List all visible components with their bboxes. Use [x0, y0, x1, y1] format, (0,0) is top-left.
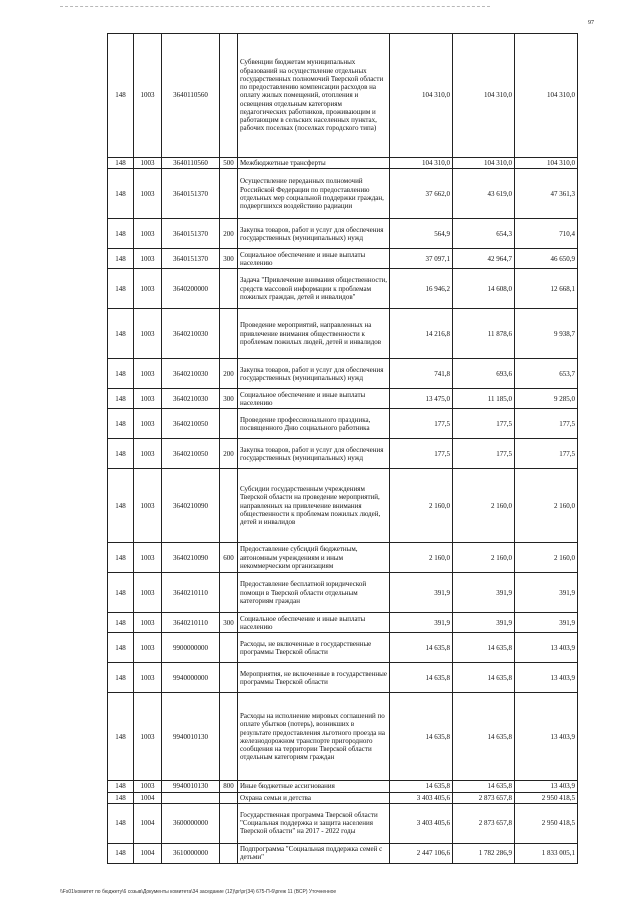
target-article-cell: 3600000000	[162, 803, 220, 843]
section-code-cell: 1003	[134, 158, 162, 169]
section-code-cell: 1004	[134, 792, 162, 803]
description-cell: Субсидии государственным учреждениям Тверской области на проведение мероприятий, направленных на привлечение внимания общественности к проблемам пожилых людей, детей и инвалидов	[238, 469, 390, 543]
amount-year2-cell: 2 160,0	[453, 469, 515, 543]
description-cell: Предоставление бесплатной юридической помощи в Тверской области отдельным категориям граждан	[238, 573, 390, 613]
amount-year2-cell: 42 964,7	[453, 249, 515, 269]
description-cell: Социальное обеспечение и иные выплаты населению	[238, 249, 390, 269]
amount-year1-cell: 14 216,8	[390, 309, 453, 359]
amount-year2-cell: 2 873 657,8	[453, 792, 515, 803]
expense-type-cell: 200	[220, 219, 238, 249]
description-cell: Осуществление переданных полномочий Российской Федерации по предоставлению отдельных мер социальной поддержки граждан, подвергшихся воздействию радиации	[238, 169, 390, 219]
admin-code-cell: 148	[108, 359, 134, 389]
expense-type-cell	[220, 573, 238, 613]
admin-code-cell: 148	[108, 249, 134, 269]
target-article-cell	[162, 792, 220, 803]
section-code-cell: 1003	[134, 219, 162, 249]
section-code-cell: 1004	[134, 843, 162, 863]
admin-code-cell: 148	[108, 792, 134, 803]
target-article-cell: 3640210090	[162, 543, 220, 573]
admin-code-cell: 148	[108, 781, 134, 792]
expense-type-cell	[220, 843, 238, 863]
amount-year2-cell: 43 619,0	[453, 169, 515, 219]
target-article-cell: 3640210050	[162, 439, 220, 469]
admin-code-cell: 148	[108, 633, 134, 663]
table-row	[108, 792, 578, 803]
description-cell: Иные бюджетные ассигнования	[238, 781, 390, 792]
amount-year3-cell: 2 160,0	[515, 543, 578, 573]
amount-year3-cell: 710,4	[515, 219, 578, 249]
amount-year1-cell: 3 403 405,6	[390, 792, 453, 803]
amount-year2-cell: 11 185,0	[453, 389, 515, 409]
admin-code-cell: 148	[108, 843, 134, 863]
admin-code-cell: 148	[108, 663, 134, 693]
table-row	[108, 843, 578, 863]
section-code-cell: 1003	[134, 781, 162, 792]
amount-year2-cell: 104 310,0	[453, 158, 515, 169]
expense-type-cell	[220, 34, 238, 158]
target-article-cell: 3640151370	[162, 219, 220, 249]
amount-year3-cell: 13 403,9	[515, 781, 578, 792]
amount-year3-cell: 13 403,9	[515, 693, 578, 781]
table-row	[108, 439, 578, 469]
admin-code-cell: 148	[108, 693, 134, 781]
amount-year3-cell: 177,5	[515, 439, 578, 469]
page-number: 97	[588, 20, 594, 26]
amount-year1-cell: 37 097,1	[390, 249, 453, 269]
amount-year3-cell: 104 310,0	[515, 158, 578, 169]
amount-year3-cell: 13 403,9	[515, 663, 578, 693]
target-article-cell: 3610000000	[162, 843, 220, 863]
file-path-footer: \\Fs01\комитет по бюджету\6 созыв\Документы комитета\34 заседание (12)\pr\pr(34) 675-П-6\ргеж 11 (ВСР) Уточненное	[60, 889, 337, 895]
table-row	[108, 219, 578, 249]
amount-year1-cell: 13 475,0	[390, 389, 453, 409]
expense-type-cell: 800	[220, 781, 238, 792]
description-cell: Закупка товаров, работ и услуг для обеспечения государственных (муниципальных) нужд	[238, 219, 390, 249]
expense-type-cell	[220, 693, 238, 781]
admin-code-cell: 148	[108, 169, 134, 219]
target-article-cell: 3640210110	[162, 613, 220, 633]
budget-table	[107, 33, 578, 864]
expense-type-cell	[220, 469, 238, 543]
table-row	[108, 34, 578, 158]
admin-code-cell: 148	[108, 409, 134, 439]
description-cell: Закупка товаров, работ и услуг для обеспечения государственных (муниципальных) нужд	[238, 359, 390, 389]
description-cell: Расходы на исполнение мировых соглашений по оплате убытков (потерь), возникших в результате предоставления льготного проезда на железнодорожном транспорте пригородного сообщения на территории Тверской области отдельным категориям граждан	[238, 693, 390, 781]
amount-year2-cell: 14 635,8	[453, 663, 515, 693]
target-article-cell: 3640210030	[162, 309, 220, 359]
amount-year1-cell: 2 160,0	[390, 469, 453, 543]
amount-year2-cell: 693,6	[453, 359, 515, 389]
amount-year3-cell: 47 361,3	[515, 169, 578, 219]
table-row	[108, 693, 578, 781]
description-cell: Закупка товаров, работ и услуг для обеспечения государственных (муниципальных) нужд	[238, 439, 390, 469]
expense-type-cell	[220, 803, 238, 843]
section-code-cell: 1004	[134, 803, 162, 843]
target-article-cell: 3640210030	[162, 389, 220, 409]
amount-year2-cell: 2 160,0	[453, 543, 515, 573]
target-article-cell: 3640210030	[162, 359, 220, 389]
table-row	[108, 158, 578, 169]
admin-code-cell: 148	[108, 389, 134, 409]
description-cell: Субвенции бюджетам муниципальных образований на осуществление отдельных государственных полномочий Тверской области по предоставлению компенсации расходов на оплату жилых помещений, отопления и освещения отдельным категориям педагогических работников, проживающим и работающим в сельских населенных пунктах, рабочих поселках (поселках городского типа)	[238, 34, 390, 158]
target-article-cell: 9940000000	[162, 663, 220, 693]
admin-code-cell: 148	[108, 439, 134, 469]
section-code-cell: 1003	[134, 663, 162, 693]
amount-year1-cell: 14 635,8	[390, 693, 453, 781]
amount-year1-cell: 37 662,0	[390, 169, 453, 219]
table-row	[108, 613, 578, 633]
target-article-cell: 9940010130	[162, 781, 220, 792]
amount-year3-cell: 46 650,9	[515, 249, 578, 269]
expense-type-cell: 600	[220, 543, 238, 573]
amount-year3-cell: 13 403,9	[515, 633, 578, 663]
target-article-cell: 3640210110	[162, 573, 220, 613]
amount-year1-cell: 16 946,2	[390, 269, 453, 309]
target-article-cell: 3640110560	[162, 158, 220, 169]
table-row	[108, 169, 578, 219]
amount-year2-cell: 14 635,8	[453, 781, 515, 792]
section-code-cell: 1003	[134, 613, 162, 633]
target-article-cell: 3640151370	[162, 169, 220, 219]
expense-type-cell: 300	[220, 249, 238, 269]
amount-year2-cell: 177,5	[453, 409, 515, 439]
expense-type-cell	[220, 633, 238, 663]
description-cell: Предоставление субсидий бюджетным, автономным учреждениям и иным некоммерческим организациям	[238, 543, 390, 573]
amount-year1-cell: 104 310,0	[390, 34, 453, 158]
table-row	[108, 389, 578, 409]
amount-year2-cell: 14 608,0	[453, 269, 515, 309]
amount-year1-cell: 2 160,0	[390, 543, 453, 573]
admin-code-cell: 148	[108, 34, 134, 158]
table-row	[108, 359, 578, 389]
section-code-cell: 1003	[134, 409, 162, 439]
top-scan-rule	[60, 6, 490, 7]
table-row	[108, 409, 578, 439]
amount-year3-cell: 12 668,1	[515, 269, 578, 309]
section-code-cell: 1003	[134, 269, 162, 309]
amount-year2-cell: 104 310,0	[453, 34, 515, 158]
amount-year1-cell: 3 403 405,6	[390, 803, 453, 843]
amount-year3-cell: 104 310,0	[515, 34, 578, 158]
admin-code-cell: 148	[108, 469, 134, 543]
table-row	[108, 469, 578, 543]
table-row	[108, 663, 578, 693]
expense-type-cell	[220, 663, 238, 693]
expense-type-cell	[220, 269, 238, 309]
expense-type-cell: 300	[220, 613, 238, 633]
description-cell: Подпрограмма "Социальная поддержка семей с детьми"	[238, 843, 390, 863]
amount-year1-cell: 104 310,0	[390, 158, 453, 169]
section-code-cell: 1003	[134, 633, 162, 663]
section-code-cell: 1003	[134, 34, 162, 158]
description-cell: Задача "Привлечение внимания общественности, средств массовой информации к проблемам пожилых граждан, детей и инвалидов"	[238, 269, 390, 309]
amount-year1-cell: 14 635,8	[390, 781, 453, 792]
amount-year2-cell: 2 873 657,8	[453, 803, 515, 843]
amount-year3-cell: 177,5	[515, 409, 578, 439]
amount-year2-cell: 14 635,8	[453, 633, 515, 663]
section-code-cell: 1003	[134, 693, 162, 781]
description-cell: Мероприятия, не включенные в государственные программы Тверской области	[238, 663, 390, 693]
amount-year1-cell: 14 635,8	[390, 633, 453, 663]
table-row	[108, 781, 578, 792]
amount-year3-cell: 2 160,0	[515, 469, 578, 543]
description-cell: Межбюджетные трансферты	[238, 158, 390, 169]
table-row	[108, 249, 578, 269]
expense-type-cell	[220, 792, 238, 803]
amount-year1-cell: 14 635,8	[390, 663, 453, 693]
expense-type-cell: 300	[220, 389, 238, 409]
amount-year3-cell: 9 285,0	[515, 389, 578, 409]
table-row	[108, 309, 578, 359]
amount-year3-cell: 2 950 418,5	[515, 803, 578, 843]
target-article-cell: 3640210090	[162, 469, 220, 543]
amount-year2-cell: 654,3	[453, 219, 515, 249]
target-article-cell: 3640200000	[162, 269, 220, 309]
amount-year1-cell: 2 447 106,6	[390, 843, 453, 863]
expense-type-cell	[220, 409, 238, 439]
expense-type-cell: 500	[220, 158, 238, 169]
section-code-cell: 1003	[134, 359, 162, 389]
amount-year1-cell: 391,9	[390, 573, 453, 613]
description-cell: Охрана семьи и детства	[238, 792, 390, 803]
target-article-cell: 3640110560	[162, 34, 220, 158]
expense-type-cell	[220, 309, 238, 359]
section-code-cell: 1003	[134, 543, 162, 573]
admin-code-cell: 148	[108, 309, 134, 359]
description-cell: Проведение мероприятий, направленных на привлечение внимания общественности к проблемам пожилых людей, детей и инвалидов	[238, 309, 390, 359]
admin-code-cell: 148	[108, 219, 134, 249]
table-row	[108, 543, 578, 573]
target-article-cell: 9940010130	[162, 693, 220, 781]
amount-year2-cell: 14 635,8	[453, 693, 515, 781]
description-cell: Социальное обеспечение и иные выплаты населению	[238, 389, 390, 409]
expense-type-cell	[220, 169, 238, 219]
section-code-cell: 1003	[134, 169, 162, 219]
amount-year3-cell: 391,9	[515, 613, 578, 633]
section-code-cell: 1003	[134, 309, 162, 359]
admin-code-cell: 148	[108, 269, 134, 309]
amount-year1-cell: 177,5	[390, 439, 453, 469]
section-code-cell: 1003	[134, 439, 162, 469]
section-code-cell: 1003	[134, 573, 162, 613]
description-cell: Расходы, не включенные в государственные программы Тверской области	[238, 633, 390, 663]
amount-year1-cell: 564,9	[390, 219, 453, 249]
section-code-cell: 1003	[134, 469, 162, 543]
table-row	[108, 573, 578, 613]
expense-type-cell: 200	[220, 439, 238, 469]
amount-year1-cell: 177,5	[390, 409, 453, 439]
admin-code-cell: 148	[108, 543, 134, 573]
amount-year1-cell: 741,8	[390, 359, 453, 389]
amount-year3-cell: 391,9	[515, 573, 578, 613]
expense-type-cell: 200	[220, 359, 238, 389]
amount-year2-cell: 177,5	[453, 439, 515, 469]
admin-code-cell: 148	[108, 803, 134, 843]
budget-table-body	[108, 34, 578, 864]
admin-code-cell: 148	[108, 613, 134, 633]
amount-year2-cell: 391,9	[453, 613, 515, 633]
description-cell: Проведение профессионального праздника, посвященного Дню социального работника	[238, 409, 390, 439]
admin-code-cell: 148	[108, 573, 134, 613]
target-article-cell: 3640210050	[162, 409, 220, 439]
amount-year3-cell: 1 833 005,1	[515, 843, 578, 863]
amount-year1-cell: 391,9	[390, 613, 453, 633]
amount-year3-cell: 2 950 418,5	[515, 792, 578, 803]
table-row	[108, 633, 578, 663]
amount-year2-cell: 11 878,6	[453, 309, 515, 359]
section-code-cell: 1003	[134, 249, 162, 269]
target-article-cell: 3640151370	[162, 249, 220, 269]
amount-year3-cell: 653,7	[515, 359, 578, 389]
section-code-cell: 1003	[134, 389, 162, 409]
amount-year3-cell: 9 938,7	[515, 309, 578, 359]
description-cell: Социальное обеспечение и иные выплаты населению	[238, 613, 390, 633]
amount-year2-cell: 391,9	[453, 573, 515, 613]
target-article-cell: 9900000000	[162, 633, 220, 663]
amount-year2-cell: 1 782 286,9	[453, 843, 515, 863]
table-row	[108, 269, 578, 309]
admin-code-cell: 148	[108, 158, 134, 169]
description-cell: Государственная программа Тверской области "Социальная поддержка и защита населения Тверской области" на 2017 - 2022 годы	[238, 803, 390, 843]
table-row	[108, 803, 578, 843]
